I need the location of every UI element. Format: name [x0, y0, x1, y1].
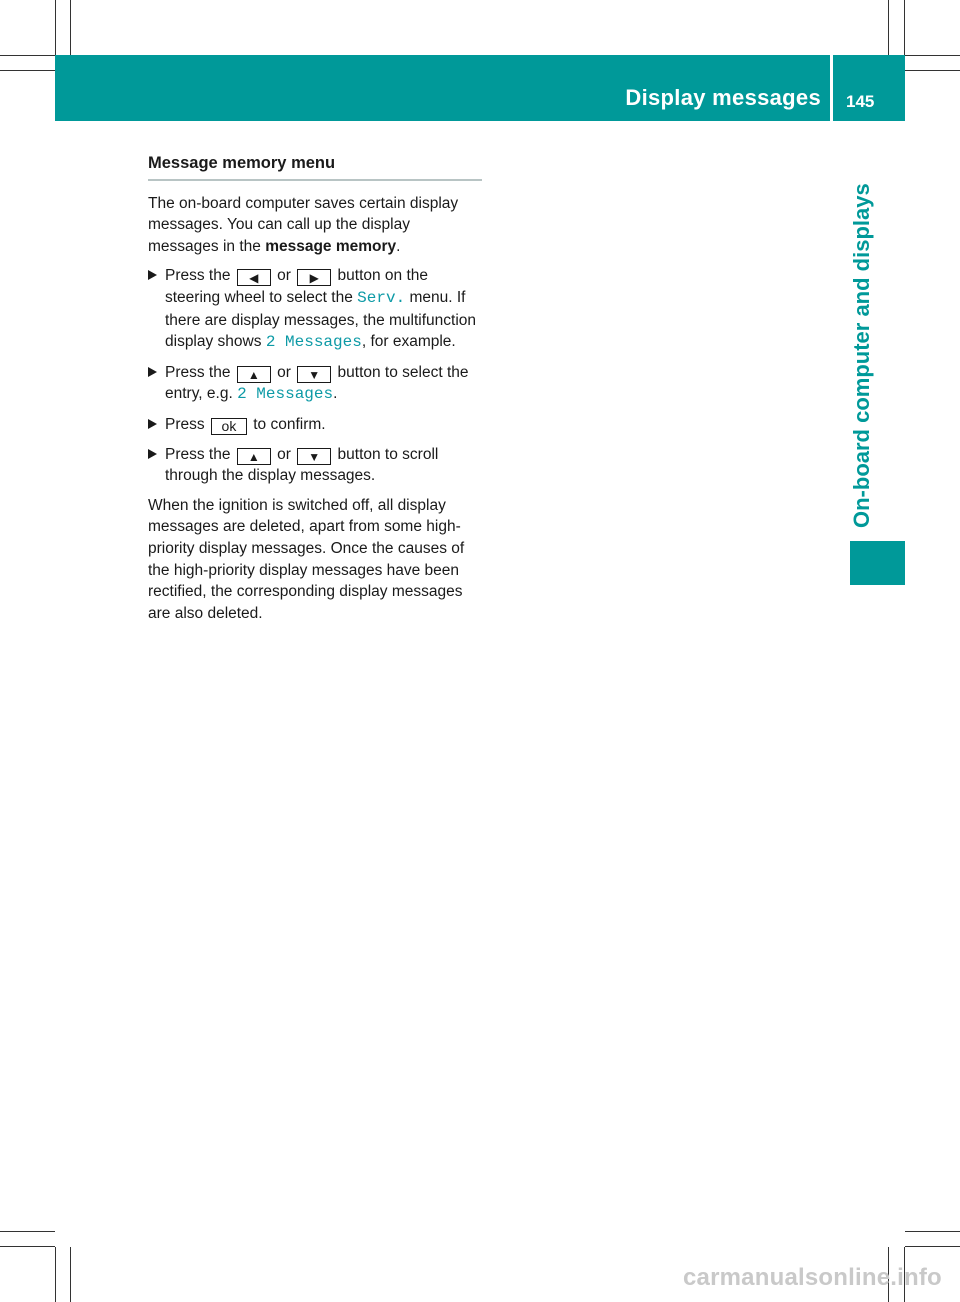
display-text-serv: Serv.: [357, 288, 406, 307]
intro-text-end: .: [396, 237, 401, 255]
step-1: [148, 265, 482, 353]
step-4: [148, 444, 482, 487]
step-text: button on the steering wheel to select the: [165, 267, 429, 306]
crop-mark: [905, 70, 960, 71]
crop-mark: [905, 55, 960, 56]
section-heading: Message memory menu: [148, 153, 482, 181]
crop-mark: [0, 1246, 55, 1247]
ok-key-icon: ok: [211, 418, 247, 435]
step-text: or: [277, 267, 291, 285]
step-2: [148, 362, 482, 406]
step-text: Press: [165, 415, 205, 433]
step-text: or: [277, 445, 291, 463]
crop-mark: [55, 0, 56, 55]
header-divider: [830, 55, 833, 121]
step-text: Press the: [165, 445, 231, 463]
crop-mark: [0, 1231, 55, 1232]
display-text-messages: 2 Messages: [237, 385, 334, 404]
crop-mark: [0, 70, 55, 71]
step-text: button to scroll through the display messages.: [165, 445, 439, 485]
watermark-link[interactable]: carmanualsonline.info: [683, 1264, 942, 1291]
bullet-arrow-icon: [148, 449, 157, 459]
page-number: 145: [846, 92, 875, 111]
crop-mark: [905, 1231, 960, 1232]
step-text: to confirm.: [253, 415, 326, 433]
crop-mark: [70, 1247, 71, 1302]
step-text: .: [333, 385, 338, 403]
closing-paragraph: When the ignition is switched off, all display messages are deleted, apart from some high-priority display messages. Once the causes of the high-priority display messages have been rectified, the corresponding display messages are also deleted.: [148, 496, 465, 622]
step-text: or: [277, 363, 291, 381]
crop-mark: [55, 1247, 56, 1302]
intro-text: The on-board computer saves certain display messages. You can call up the display messages in the: [148, 194, 459, 255]
main-content: [148, 153, 482, 624]
down-arrow-key-icon: ▼: [297, 448, 331, 465]
intro-bold-term: message memory: [265, 237, 397, 255]
step-text: Press the: [165, 363, 231, 381]
up-arrow-key-icon: ▲: [237, 366, 271, 383]
right-arrow-key-icon: ▶: [297, 269, 331, 286]
bullet-arrow-icon: [148, 367, 157, 377]
header-band: [55, 55, 905, 121]
step-text: button to select the entry, e.g.: [165, 363, 469, 403]
side-tab-label: [845, 163, 879, 528]
down-arrow-key-icon: ▼: [297, 366, 331, 383]
side-tab-text: On-board computer and displays: [849, 183, 874, 528]
bullet-arrow-icon: [148, 270, 157, 280]
crop-mark: [0, 55, 55, 56]
side-tab-block: [850, 541, 905, 585]
up-arrow-key-icon: ▲: [237, 448, 271, 465]
intro-paragraph: [148, 193, 482, 258]
crop-mark: [904, 0, 905, 55]
step-3: [148, 414, 482, 436]
crop-mark: [70, 0, 71, 55]
chapter-title: Display messages: [625, 85, 821, 110]
step-text: menu. If there are display messages, the multifunction display shows: [165, 288, 477, 351]
crop-mark: [905, 1246, 960, 1247]
display-text-messages: 2 Messages: [265, 333, 362, 352]
step-text: Press the: [165, 267, 231, 285]
left-arrow-key-icon: ◀: [237, 269, 271, 286]
crop-mark: [888, 0, 889, 55]
bullet-arrow-icon: [148, 419, 157, 429]
step-text: , for example.: [361, 333, 456, 351]
